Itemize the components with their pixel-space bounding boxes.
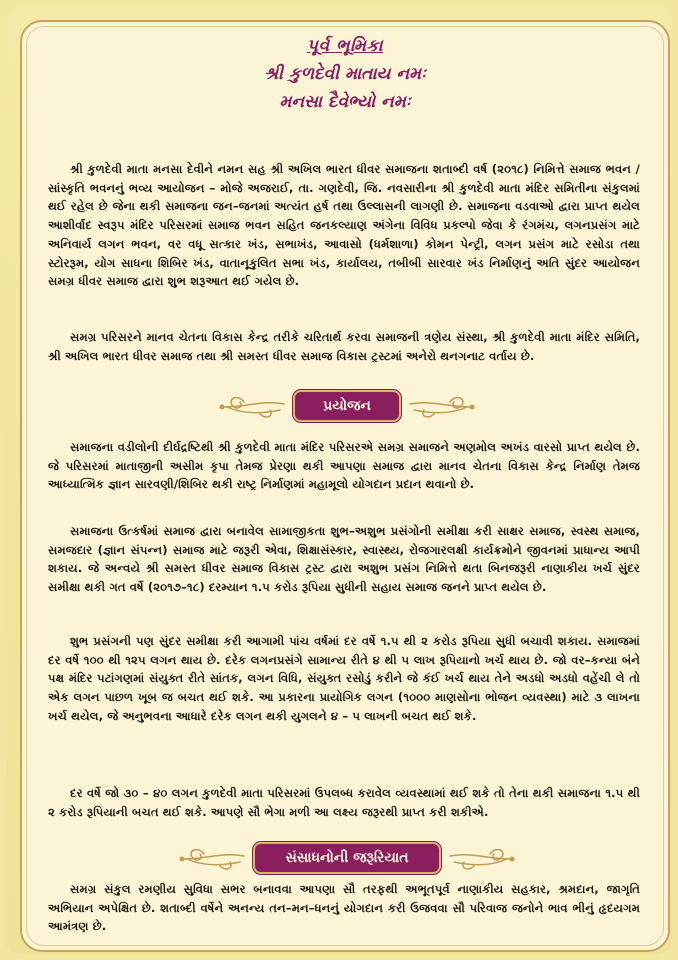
section-heading-purpose [22, 390, 668, 424]
purpose-paragraph-2: સમાજના ઉત્કર્ષમાં સમાજ દ્વારા બનાવેલ સામાજીકતા શુભ–અશુભ પ્રસંગોની સમીક્ષા કરી સાક્ષર સમાજ, સ્વસ્થ સમાજ, સમજદાર (જ્ઞાન સંપન્ન) સમાજ માટે જરૂરી એવા, શિક્ષાસંસ્કાર, સ્વાસ્થ્ય, રોજગારલક્ષી કાર્યક્રમોને જીવનમાં પ્રાધાન્ય આપી શકાય. જે અન્વયે શ્રી સમસ્ત ધીવર સમાજ વિકાસ ટ્રસ્ટ દ્વારા અશુભ પ્રસંગ નિમિત્તે થતા બિનજરૂરી નાણાકીય ખર્ચ સુંદર સમીક્ષા થકી ગત વર્ષે (૨૦૧૭–૧૮) દરમ્યાન ૧.૫ કરોડ રૂપિયા સુધીની સહાય સમાજ જનને પ્રાપ્ત થયેલ છે. [48, 524, 640, 595]
page-frame [6, 6, 672, 954]
heading-block [22, 36, 668, 112]
intro-paragraph-1: શ્રી કુળદેવી માતા મનસા દેવીને નમન સહ શ્રી અખિલ ભારત ધીવર સમાજના શતાબ્દી વર્ષ (૨૦૧૮) નિમિત્તે સમાજ ભવન / સાંસ્કૃતિ ભવનનું ભવ્ય આયોજન – મોજે અજરાઈ, તા. ગણદેવી, જિ. નવસારીના શ્રી કુળદેવી માતા મંદિર સમિતીના સંકુલમાં થઈ રહેલ છે જેના થકી સમાજના જન–જનમાં અત્યંત હર્ષ તથા ઉલ્લાસની લાગણી છે. સમાજના વડવાઓ દ્વારા પ્રાપ્ત થયેલ આશીર્વાદ સ્વરૂપ મંદિર પરિસરમાં સમાજ ભવન સહિત જનકલ્યાણ અંગેના વિવિધ પ્રકલ્પો જેવા કે રંગમંચ, લગનપ્રસંગ માટે અનિવાર્ય લગન ભવન, વર વધૂ સત્કાર ખંડ, સભાખંડ, આવાસો (ધર્મશાળા) કોમન પેન્ટ્રી, લગન પ્રસંગ માટે રસોડા તથા સ્ટોરરૂમ, યોગ સાધના શિબિર ખંડ, વાતાનૂકુલિત સભા ખંડ, કાર્યાલય, તબીબી સારવાર ખંડ નિર્માણનું અતિ સુંદર આયોજન સમગ્ર ધીવર સમાજ દ્વારા શુભ શરૂઆત થઈ ગયેલ છે. [48, 162, 640, 289]
purpose-paragraph-4: દર વર્ષે જો ૩૦ – ૪૦ લગન કુળદેવી માતા પરિસરમાં ઉપલબ્ધ કરાવેલ વ્યવસ્થામાં થઈ શકે તો તેના થકી સમાજના ૧.૫ થી ૨ કરોડ રૂપિયાની બચત થઈ શકે. આપણે સૌ ભેગા મળી આ લક્ષ્ય જરૂરથી પ્રાપ્ત કરી શકીએ. [48, 786, 640, 819]
purpose-paragraph-3: શુભ પ્રસંગની પણ સુંદર સમીક્ષા કરી આગામી પાંચ વર્ષમાં દર વર્ષે ૧.૫ થી ૨ કરોડ રૂપિયા સુધી બચાવી શકાય. સમાજમાં દર વર્ષે ૧૦૦ થી ૧૨૫ લગન થાય છે. દરેક લગનપ્રસંગે સામાન્ય રીતે ૪ થી ૫ લાખ રૂપિયાનો ખર્ચ થાય છે. જો વર–કન્યા બંને પક્ષ મંદિર પટાંગણમાં સંયુક્ત રીતે સાંતક, લગન વિધિ, સંયુક્ત રસોડું કરીને જે કંઈ ખર્ચ થાય તેને અડધો અડધો વહેંચી લે તો એક લગન પાછળ ખૂબ જ બચત થઈ શકે. આ પ્રકારના પ્રાયોગિક લગન (૧૦૦૦ માણસોના ભોજન વ્યવસ્થા) માટે ૩ લાખના ખર્ચ થયેલ, જે અનુભવના આધારે દરેક લગન થકી યુગલને ૪ – ૫ લાખની બચત થઈ શકે. [48, 634, 640, 723]
resources-paragraph-1: સમગ્ર સંકુલ રમણીય સુવિધા સભર બનાવવા આપણા સૌ તરફથી અભૂતપૂર્વ નાણાકીય સહકાર, શ્રમદાન, જાગૃતિ અભિયાન અપેક્ષિત છે. શતાબ્દી વર્ષેને અનન્ય તન–મન–ધનનું યોગદાન કરી ઉજવવા સૌ પરિવાજ જનોને ભાવ ભીનું હૃદયગમ આમંત્રણ છે. [48, 882, 640, 934]
page-title: પૂર્વ ભૂમિકા [306, 36, 384, 56]
section-title-purpose: પ્રયોજન [295, 392, 399, 420]
section-heading-resources [22, 842, 668, 876]
invocation-line-2: મનસા દૈવેભ્યો નમઃ [279, 92, 411, 112]
invocation-line-1: શ્રી કુળદેવી માતાય નમઃ [264, 64, 426, 84]
intro-paragraph-2: સમગ્ર પરિસરને માનવ ચેતના વિકાસ કેન્દ્ર તરીકે ચરિતાર્થ કરવા સમાજની ત્રણેય સંસ્થા, શ્રી કુળદેવી માતા મંદિર સમિતિ, શ્રી અખિલ ભારત ધીવર સમાજ તથા શ્રી સમસ્ત ધીવર સમાજ વિકાસ ટ્રસ્ટમાં અનેરો થનગનાટ વર્તાય છે. [48, 330, 640, 363]
purpose-paragraph-1: સમાજના વડીલોની દીર્ઘદ્રષ્ટિથી શ્રી કુળદેવી માતા મંદિર પરિસરએ સમગ્ર સમાજને અણમોલ અખંડ વારસો પ્રાપ્ત થયેલ છે. જે પરિસરમાં માતાજીની અસીમ કૃપા તેમજ પ્રેરણા થકી આપણા સમાજ દ્વારા માનવ ચેતના વિકાસ કેન્દ્ર નિર્માણ તેમજ આધ્યાત્મિક જ્ઞાન સારવણી/શિબિર થકી રાષ્ટ્ર નિર્માણમાં મહામૂલો યોગદાન પ્રદાન થવાનો છે. [48, 440, 640, 492]
document-page [20, 20, 670, 952]
section-title-resources: સંસાધનોની જરૂરિયાત [255, 844, 439, 872]
